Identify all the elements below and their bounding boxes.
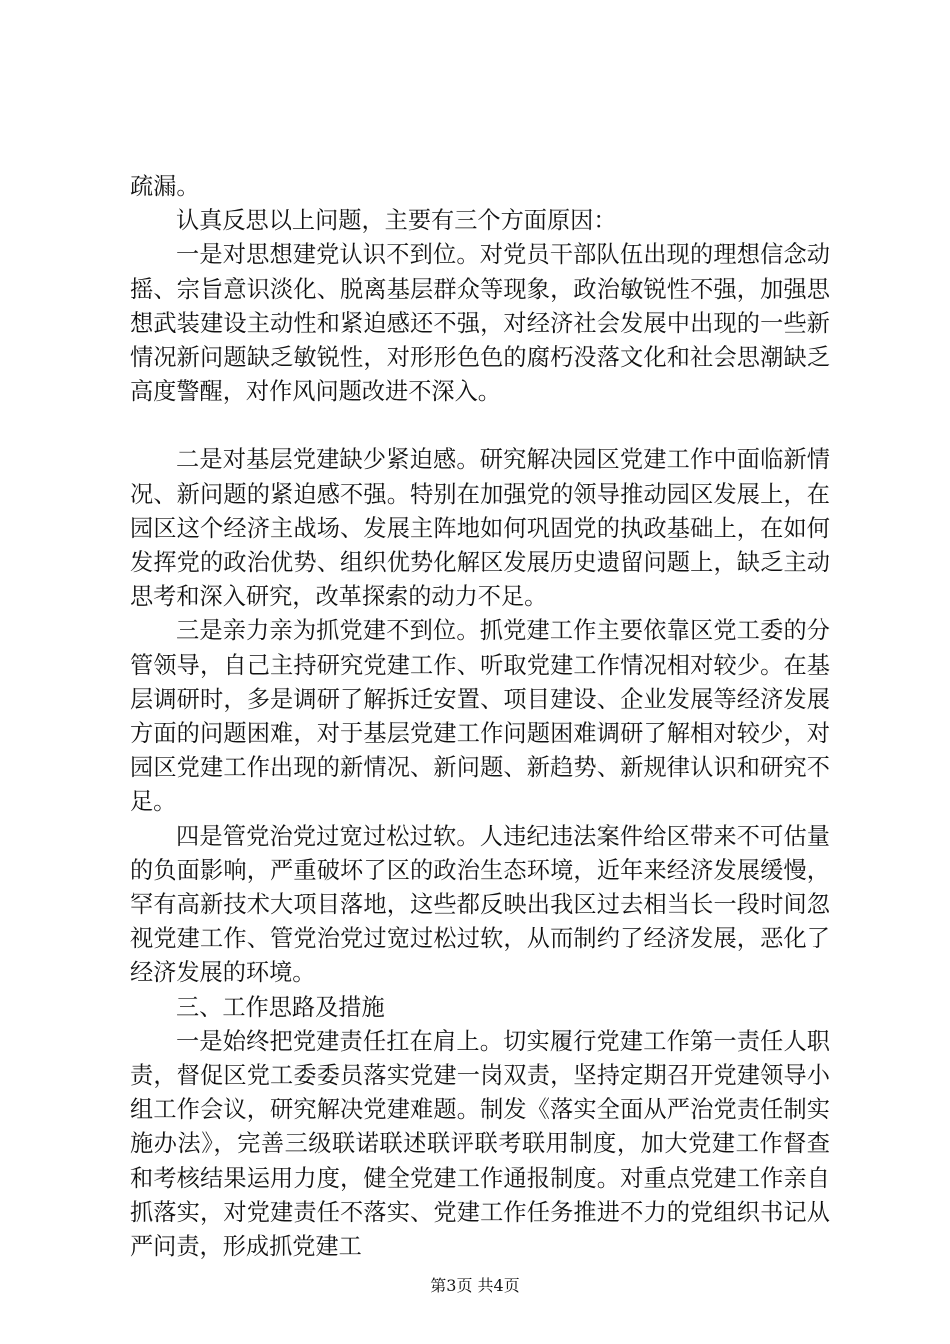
document-body xyxy=(130,170,830,1264)
paragraph-6: 四是管党治党过宽过松过软。人违纪违法案件给区带来不可估量的负面影响，严重破坏了区的政治生态环境，近年来经济发展缓慢，罕有高新技术大项目落地，这些都反映出我区过去相当长一段时间忽视党建工作、管党治党过宽过松过软，从而制约了经济发展，恶化了经济发展的环境。 xyxy=(130,822,830,987)
paragraph-7: 一是始终把党建责任扛在肩上。切实履行党建工作第一责任人职责，督促区党工委委员落实党建一岗双责，坚持定期召开党建领导小组工作会议，研究解决党建难题。制发《落实全面从严治党责任制实施办法》，完善三级联诺联述联评联考联用制度，加大党建工作督查和考核结果运用力度，健全党建工作通报制度。对重点党建工作亲自抓落实，对党建责任不落实、党建工作任务推进不力的党组织书记从严问责，形成抓党建工 xyxy=(130,1027,830,1261)
page-number-footer: 第3页 共4页 xyxy=(430,1276,520,1295)
section-heading: 三、工作思路及措施 xyxy=(176,993,385,1021)
paragraph-4: 二是对基层党建缺少紧迫感。研究解决园区党建工作中面临新情况、新问题的紧迫感不强。特别在加强党的领导推动园区发展上，在园区这个经济主战场、发展主阵地如何巩固党的执政基础上，在如何发挥党的政治优势、组织优势化解区发展历史遗留问题上，缺乏主动思考和深入研究，改革探索的动力不足。 xyxy=(130,446,830,611)
paragraph-1: 疏漏。 xyxy=(130,173,200,200)
paragraph-2: 认真反思以上问题，主要有三个方面原因： xyxy=(176,207,617,235)
paragraph-5: 三是亲力亲为抓党建不到位。抓党建工作主要依靠区党工委的分管领导，自己主持研究党建工作、听取党建工作情况相对较少。在基层调研时，多是调研了解拆迁安置、项目建设、企业发展等经济发展方面的问题困难，对于基层党建工作问题困难调研了解相对较少，对园区党建工作出现的新情况、新问题、新趋势、新规律认识和研究不足。 xyxy=(130,617,830,816)
paragraph-3: 一是对思想建党认识不到位。对党员干部队伍出现的理想信念动摇、宗旨意识淡化、脱离基层群众等现象，政治敏锐性不强，加强思想武装建设主动性和紧迫感还不强，对经济社会发展中出现的一些新情况新问题缺乏敏锐性，对形形色色的腐朽没落文化和社会思潮缺乏高度警醒，对作风问题改进不深入。 xyxy=(130,241,830,406)
